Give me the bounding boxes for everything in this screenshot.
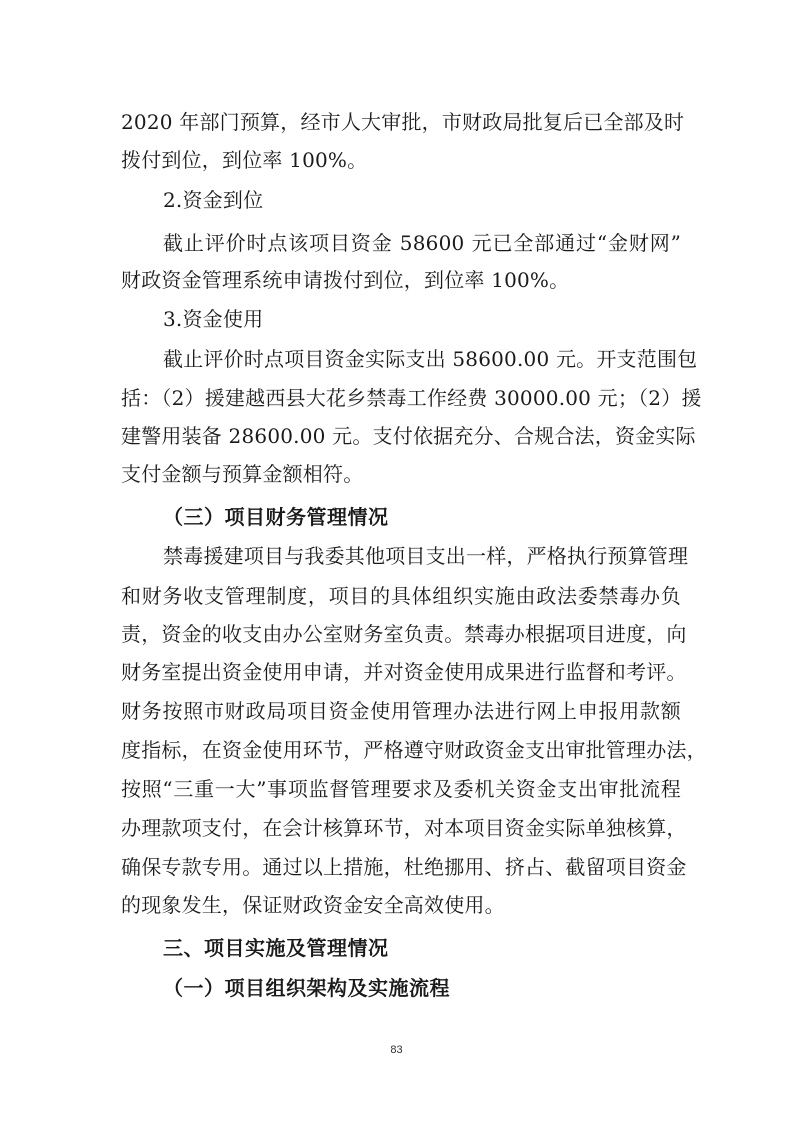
chapter-heading: 三、项目实施及管理情况 bbox=[163, 936, 389, 960]
paragraph-line: 截止评价时点项目资金实际支出 58600.00 元。开支范围包 bbox=[163, 347, 698, 371]
subsection-title: 3.资金使用 bbox=[163, 307, 264, 331]
paragraph-line: 禁毒援建项目与我委其他项目支出一样，严格执行预算管理 bbox=[163, 544, 689, 568]
paragraph-line: 和财务收支管理制度，项目的具体组织实施由政法委禁毒办负 bbox=[121, 584, 681, 608]
section-heading: （一）项目组织架构及实施流程 bbox=[163, 976, 450, 1000]
paragraph-line: 支付金额与预算金额相符。 bbox=[121, 462, 364, 486]
paragraph-line: 建警用装备 28600.00 元。支付依据充分、合规合法，资金实际 bbox=[121, 424, 696, 448]
page-number: 83 bbox=[390, 1044, 403, 1056]
paragraph-line: 括：（2）援建越西县大花乡禁毒工作经费 30000.00 元；（2）援 bbox=[121, 386, 702, 410]
paragraph-line: 2020 年部门预算，经市人大审批，市财政局批复后已全部及时 bbox=[121, 110, 685, 134]
paragraph-line: 财政资金管理系统申请拨付到位，到位率 100%。 bbox=[121, 268, 570, 292]
paragraph-line: 责，资金的收支由办公室财务室负责。禁毒办根据项目进度，向 bbox=[121, 622, 687, 646]
paragraph-line: 财务按照市财政局项目资金使用管理办法进行网上申报用款额 bbox=[121, 699, 681, 723]
paragraph-line: 度指标，在资金使用环节，严格遵守财政资金支出审批管理办法， bbox=[121, 738, 707, 762]
paragraph-line: 的现象发生，保证财政资金安全高效使用。 bbox=[121, 893, 505, 917]
paragraph-line: 办理款项支付，在会计核算环节，对本项目资金实际单独核算， bbox=[121, 816, 687, 840]
paragraph-line: 确保专款专用。通过以上措施，杜绝挪用、挤占、截留项目资金 bbox=[121, 855, 687, 879]
paragraph-line: 财务室提出资金使用申请，并对资金使用成果进行监督和考评。 bbox=[121, 660, 687, 684]
section-heading: （三）项目财务管理情况 bbox=[163, 505, 389, 529]
paragraph-line: 拨付到位，到位率 100%。 bbox=[121, 148, 368, 172]
subsection-title: 2.资金到位 bbox=[163, 188, 264, 212]
paragraph-line: 截止评价时点该项目资金 58600 元已全部通过“金财网” bbox=[163, 231, 681, 255]
paragraph-line: 按照“三重一大”事项监督管理要求及委机关资金支出审批流程 bbox=[121, 777, 681, 801]
